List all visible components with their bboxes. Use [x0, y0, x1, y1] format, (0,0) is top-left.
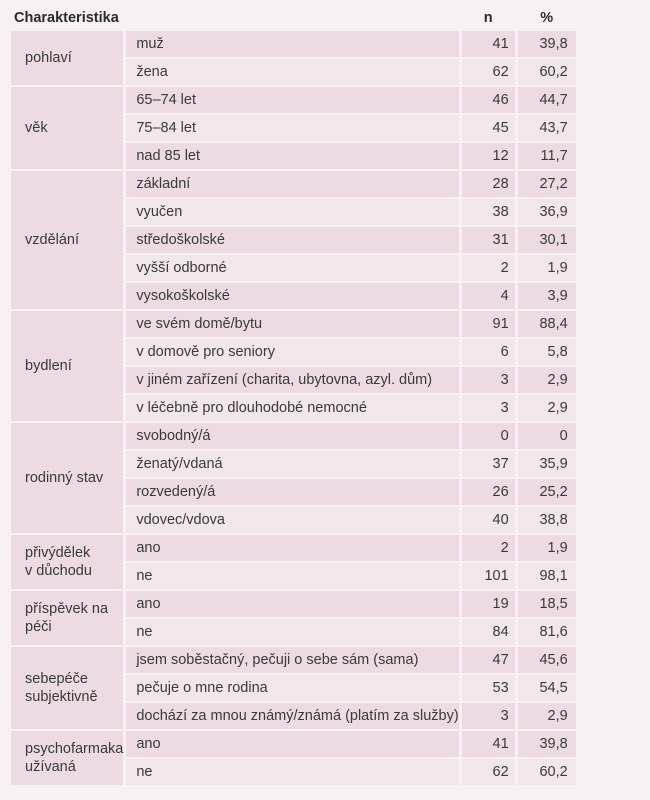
percent-cell: 60,2 — [518, 59, 576, 85]
count-cell: 45 — [462, 115, 515, 141]
count-cell: 4 — [462, 283, 515, 309]
percent-cell: 5,8 — [518, 339, 576, 365]
subcategory-cell: 65–74 let — [126, 87, 458, 113]
count-cell: 3 — [462, 703, 515, 729]
percent-cell: 44,7 — [518, 87, 576, 113]
table-row — [11, 87, 576, 113]
percent-cell: 60,2 — [518, 759, 576, 785]
percent-cell: 11,7 — [518, 143, 576, 169]
category-cell: sebepéče subjektivně — [11, 647, 123, 729]
subcategory-cell: vyučen — [126, 199, 458, 225]
percent-cell: 98,1 — [518, 563, 576, 589]
subcategory-cell: v jiném zařízení (charita, ubytovna, azyl. dům) — [126, 367, 458, 393]
count-cell: 31 — [462, 227, 515, 253]
percent-cell: 2,9 — [518, 367, 576, 393]
percent-cell: 54,5 — [518, 675, 576, 701]
subcategory-cell: jsem soběstačný, pečuji o sebe sám (sama) — [126, 647, 458, 673]
percent-cell: 2,9 — [518, 395, 576, 421]
subcategory-cell: dochází za mnou známý/známá (platím za služby) — [126, 703, 458, 729]
percent-cell: 3,9 — [518, 283, 576, 309]
table-row — [11, 731, 576, 757]
percent-cell: 38,8 — [518, 507, 576, 533]
table-row — [11, 31, 576, 57]
subcategory-cell: ne — [126, 619, 458, 645]
count-cell: 40 — [462, 507, 515, 533]
subcategory-cell: pečuje o mne rodina — [126, 675, 458, 701]
category-cell: pohlaví — [11, 31, 123, 85]
category-cell: příspěvek na péči — [11, 591, 123, 645]
count-cell: 3 — [462, 395, 515, 421]
table-row — [11, 647, 576, 673]
header-n: n — [483, 10, 493, 26]
header-characteristic: Charakteristika — [14, 10, 119, 26]
percent-cell: 39,8 — [518, 731, 576, 757]
table-row — [11, 535, 576, 561]
percent-cell: 1,9 — [518, 535, 576, 561]
count-cell: 26 — [462, 479, 515, 505]
percent-cell: 1,9 — [518, 255, 576, 281]
count-cell: 3 — [462, 367, 515, 393]
header-row — [11, 7, 576, 29]
count-cell: 38 — [462, 199, 515, 225]
count-cell: 62 — [462, 59, 515, 85]
percent-cell: 43,7 — [518, 115, 576, 141]
subcategory-cell: vysokoškolské — [126, 283, 458, 309]
count-cell: 2 — [462, 255, 515, 281]
subcategory-cell: muž — [126, 31, 458, 57]
percent-cell: 45,6 — [518, 647, 576, 673]
subcategory-cell: svobodný/á — [126, 423, 458, 449]
category-cell: věk — [11, 87, 123, 169]
subcategory-cell: ve svém domě/bytu — [126, 311, 458, 337]
header-percent: % — [540, 10, 554, 26]
subcategory-cell: v léčebně pro dlouhodobé nemocné — [126, 395, 458, 421]
subcategory-cell: ano — [126, 731, 458, 757]
percent-cell: 39,8 — [518, 31, 576, 57]
count-cell: 41 — [462, 731, 515, 757]
category-cell: přivýdělek v důchodu — [11, 535, 123, 589]
category-cell: psychofarmaka užívaná — [11, 731, 123, 785]
percent-cell: 27,2 — [518, 171, 576, 197]
count-cell: 62 — [462, 759, 515, 785]
count-cell: 37 — [462, 451, 515, 477]
percent-cell: 30,1 — [518, 227, 576, 253]
subcategory-cell: ne — [126, 759, 458, 785]
subcategory-cell: rozvedený/á — [126, 479, 458, 505]
percent-cell: 2,9 — [518, 703, 576, 729]
table-row — [11, 591, 576, 617]
category-cell: vzdělání — [11, 171, 123, 309]
table-row — [11, 171, 576, 197]
percent-cell: 81,6 — [518, 619, 576, 645]
subcategory-cell: vyšší odborné — [126, 255, 458, 281]
count-cell: 0 — [462, 423, 515, 449]
subcategory-cell: v domově pro seniory — [126, 339, 458, 365]
count-cell: 19 — [462, 591, 515, 617]
count-cell: 46 — [462, 87, 515, 113]
category-cell: rodinný stav — [11, 423, 123, 533]
percent-cell: 0 — [518, 423, 576, 449]
percent-cell: 88,4 — [518, 311, 576, 337]
count-cell: 12 — [462, 143, 515, 169]
count-cell: 2 — [462, 535, 515, 561]
percent-cell: 36,9 — [518, 199, 576, 225]
table-row — [11, 423, 576, 449]
subcategory-cell: ženatý/vdaná — [126, 451, 458, 477]
count-cell: 41 — [462, 31, 515, 57]
subcategory-cell: nad 85 let — [126, 143, 458, 169]
table-body — [11, 31, 576, 785]
subcategory-cell: ne — [126, 563, 458, 589]
subcategory-cell: středoškolské — [126, 227, 458, 253]
subcategory-cell: základní — [126, 171, 458, 197]
subcategory-cell: vdovec/vdova — [126, 507, 458, 533]
count-cell: 47 — [462, 647, 515, 673]
characteristics-table — [8, 5, 579, 787]
percent-cell: 18,5 — [518, 591, 576, 617]
count-cell: 28 — [462, 171, 515, 197]
subcategory-cell: ano — [126, 535, 458, 561]
count-cell: 6 — [462, 339, 515, 365]
percent-cell: 35,9 — [518, 451, 576, 477]
count-cell: 53 — [462, 675, 515, 701]
count-cell: 91 — [462, 311, 515, 337]
subcategory-cell: žena — [126, 59, 458, 85]
category-cell: bydlení — [11, 311, 123, 421]
count-cell: 101 — [462, 563, 515, 589]
count-cell: 84 — [462, 619, 515, 645]
table-row — [11, 311, 576, 337]
subcategory-cell: 75–84 let — [126, 115, 458, 141]
percent-cell: 25,2 — [518, 479, 576, 505]
subcategory-cell: ano — [126, 591, 458, 617]
